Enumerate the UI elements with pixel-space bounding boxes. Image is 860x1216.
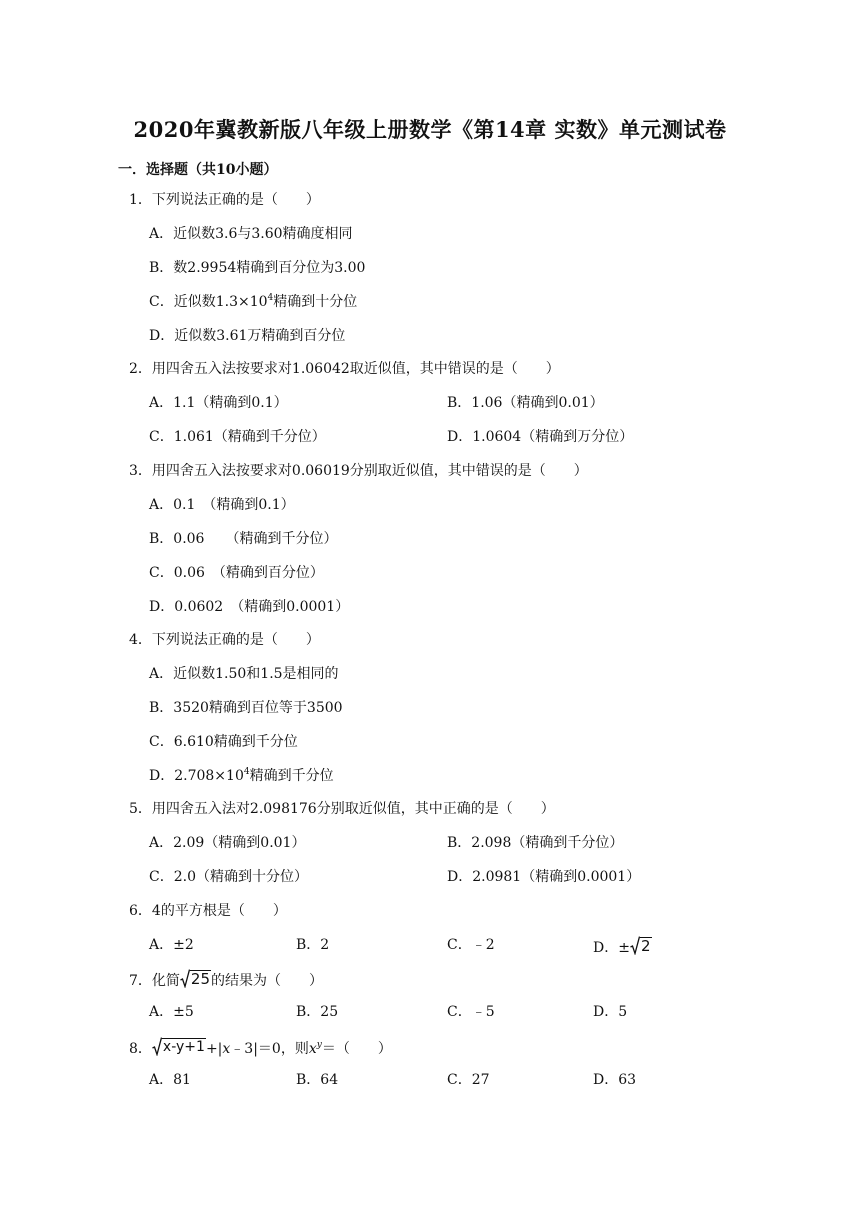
question-6-stem: 6．4的平方根是（ ） <box>129 903 287 919</box>
q6-option-d[interactable] <box>593 936 652 957</box>
variable-x: x <box>308 1041 317 1057</box>
q8-option-b[interactable]: B．64 <box>296 1072 339 1088</box>
page-title: 2020年冀教新版八年级上册数学《第14章 实数》单元测试卷 <box>133 117 727 142</box>
exponent-y: y <box>316 1040 322 1050</box>
q4-option-d[interactable] <box>149 767 334 785</box>
q6-option-d-text: D．± <box>593 940 630 956</box>
q1-option-c-text: C．近似数1.3×10 <box>149 294 268 310</box>
q7-option-d[interactable]: D．5 <box>593 1004 628 1020</box>
question-7-stem <box>129 969 323 990</box>
q7-option-a[interactable]: A．±5 <box>149 1004 194 1020</box>
q7-option-c[interactable]: C．﹣5 <box>447 1004 495 1020</box>
q8-stem-prefix: 8． <box>129 1041 152 1057</box>
q4-option-a[interactable]: A．近似数1.50和1.5是相同的 <box>149 666 339 682</box>
q3-option-d[interactable]: D．0.0602 （精确到0.0001） <box>149 599 350 615</box>
square-root-icon <box>152 1037 206 1056</box>
q7-stem-prefix: 7．化简 <box>129 973 180 989</box>
radicand: 2 <box>640 937 651 955</box>
question-5-stem: 5．用四舍五入法对2.098176分别取近似值，其中正确的是（ ） <box>129 801 555 817</box>
q2-option-c[interactable]: C．1.061（精确到千分位） <box>149 429 326 445</box>
q8-stem-middle: ﹣3|＝0，则 <box>230 1041 309 1057</box>
q4-option-c[interactable]: C．6.610精确到千分位 <box>149 734 298 750</box>
question-2-stem: 2．用四舍五入法按要求对1.06042取近似值，其中错误的是（ ） <box>129 361 560 377</box>
square-root-icon <box>630 936 652 955</box>
q7-option-b[interactable]: B．25 <box>296 1004 339 1020</box>
q1-option-d[interactable]: D．近似数3.61万精确到百分位 <box>149 328 346 344</box>
q2-option-a[interactable]: A．1.1（精确到0.1） <box>149 395 288 411</box>
q2-option-d[interactable]: D．1.0604（精确到万分位） <box>447 429 634 445</box>
q2-option-b[interactable]: B．1.06（精确到0.01） <box>447 395 604 411</box>
exponent: 4 <box>267 293 274 303</box>
radicand: x-y+1 <box>162 1039 205 1055</box>
q8-option-a[interactable]: A．81 <box>149 1072 191 1088</box>
q5-option-c[interactable]: C．2.0（精确到十分位） <box>149 869 308 885</box>
exponent: 4 <box>243 767 250 777</box>
question-8-stem <box>129 1037 392 1058</box>
variable-x: x <box>222 1041 231 1057</box>
q5-option-b[interactable]: B．2.098（精确到千分位） <box>447 835 624 851</box>
q3-option-c[interactable]: C．0.06 （精确到百分位） <box>149 565 324 581</box>
q5-option-a[interactable]: A．2.09（精确到0.01） <box>149 835 306 851</box>
q4-option-b[interactable]: B．3520精确到百位等于3500 <box>149 700 343 716</box>
section-heading: 一．选择题（共10小题） <box>118 162 278 178</box>
q5-option-d[interactable]: D．2.0981（精确到0.0001） <box>447 869 641 885</box>
q4-option-d-suffix: 精确到千分位 <box>249 768 334 784</box>
q6-option-c[interactable]: C．﹣2 <box>447 937 495 953</box>
q1-option-c-suffix: 精确到十分位 <box>273 294 358 310</box>
q7-stem-suffix: 的结果为（ ） <box>211 973 324 989</box>
q1-option-a[interactable]: A．近似数3.6与3.60精确度相同 <box>149 226 353 242</box>
q8-option-c[interactable]: C．27 <box>447 1072 490 1088</box>
q8-stem-suffix: ＝（ ） <box>321 1041 392 1057</box>
q3-option-b[interactable]: B．0.06 （精确到千分位） <box>149 531 338 547</box>
q6-option-b[interactable]: B．2 <box>296 937 330 953</box>
question-3-stem: 3．用四舍五入法按要求对0.06019分别取近似值，其中错误的是（ ） <box>129 463 588 479</box>
q8-option-d[interactable]: D．63 <box>593 1072 637 1088</box>
q1-option-c[interactable] <box>149 293 357 311</box>
radicand: 25 <box>190 970 211 988</box>
square-root-icon <box>180 969 211 988</box>
q4-option-d-text: D．2.708×10 <box>149 768 244 784</box>
q6-option-a[interactable]: A．±2 <box>149 937 194 953</box>
question-1-stem: 1．下列说法正确的是（ ） <box>129 192 320 208</box>
q3-option-a[interactable]: A．0.1 （精确到0.1） <box>149 497 295 513</box>
question-4-stem: 4．下列说法正确的是（ ） <box>129 632 320 648</box>
q8-stem-abs-open: +| <box>205 1041 223 1057</box>
q1-option-b[interactable]: B．数2.9954精确到百分位为3.00 <box>149 260 366 276</box>
